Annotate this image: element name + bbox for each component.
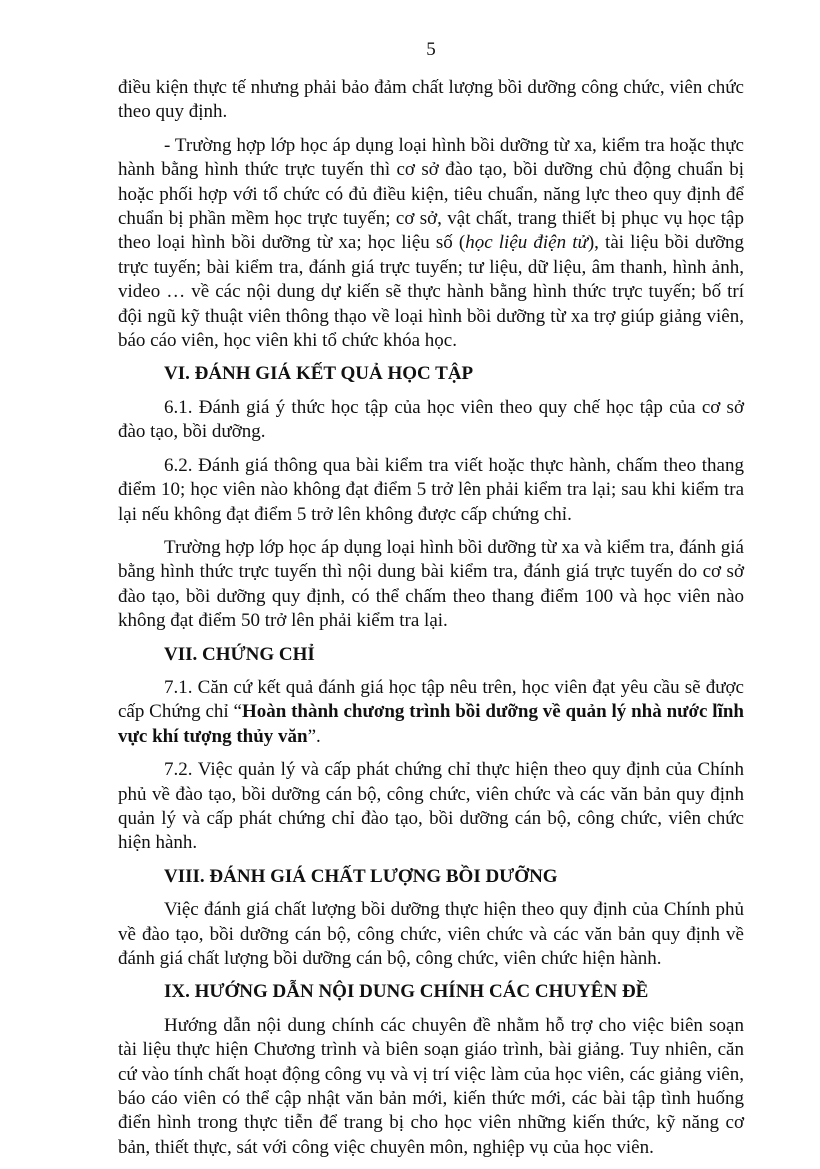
paragraph-online-training	[118, 134, 744, 354]
page-number: 5	[426, 39, 436, 60]
paragraph-8: Việc đánh giá chất lượng bồi dưỡng thực hiện theo quy định của Chính phủ về đào tạo, bồi dưỡng cán bộ, công chức, viên chức và các văn bản quy định về đánh giá chất lượng bồi dưỡng cán bộ, công chức, viên chức hiện hành.	[118, 899, 744, 969]
paragraph-6-online: Trường hợp lớp học áp dụng loại hình bồi dưỡng từ xa và kiểm tra, đánh giá bằng hình thức trực tuyến thì nội dung bài kiểm tra, đánh giá trực tuyến do cơ sở đào tạo, bồi dưỡng quy định, có thể chấm theo thang điểm 100 và học viên nào không đạt điểm 50 trở lên phải kiểm tra lại.	[118, 536, 744, 632]
certificate-title: Hoàn thành chương trình bồi dưỡng về quản lý nhà nước lĩnh vực khí tượng thủy văn	[118, 701, 744, 747]
text-run: - Trường hợp lớp học áp dụng loại hình bồi dưỡng từ xa, kiểm tra hoặc thực hành bằng hình thức trực tuyến thì cơ sở đào tạo, bồi dưỡng chủ động chuẩn bị hoặc phối hợp với tổ chức có đủ điều kiện, tiêu chuẩn, năng lực theo quy định để chuẩn bị phần mềm học trực tuyến; cơ sở, vật chất, trang thiết bị phục vụ học tập theo loại hình bồi dưỡng từ xa; học liệu số (	[118, 134, 744, 254]
paragraph-7-1	[118, 676, 744, 749]
section-heading-viii: VIII. ĐÁNH GIÁ CHẤT LƯỢNG BỒI DƯỠNG	[164, 865, 558, 887]
section-heading-ix: IX. HƯỚNG DẪN NỘI DUNG CHÍNH CÁC CHUYÊN ĐỀ	[164, 981, 649, 1003]
document-page	[118, 38, 744, 1169]
paragraph-7-2: 7.2. Việc quản lý và cấp phát chứng chỉ thực hiện theo quy định của Chính phủ về đào tạo, bồi dưỡng cán bộ, công chức, viên chức và các văn bản quy định quản lý và cấp phát chứng chỉ đào tạo, bồi dưỡng cán bộ, công chức, viên chức hiện hành.	[118, 759, 744, 854]
paragraph-9: Hướng dẫn nội dung chính các chuyên đề nhằm hỗ trợ cho việc biên soạn tài liệu thực hiện Chương trình và biên soạn giáo trình, bài giảng. Tuy nhiên, căn cứ vào tính chất hoạt động công vụ và vị trí việc làm của học viên, các giảng viên, báo cáo viên có thể cập nhật văn bản mới, kiến thức mới, các bài tập tình huống điển hình trong thực tiễn để trang bị cho học viên những kiến thức, kỹ năng cơ bản, thiết thực, sát với công việc chuyên môn, nghiệp vụ của học viên.	[118, 1014, 744, 1158]
paragraph-6-2: 6.2. Đánh giá thông qua bài kiểm tra viết hoặc thực hành, chấm theo thang điểm 10; học viên nào không đạt điểm 5 trở lên phải kiểm tra lại; sau khi kiểm tra lại nếu không đạt điểm 5 trở lên không được cấp chứng chỉ.	[118, 454, 744, 525]
paragraph-6-1: 6.1. Đánh giá ý thức học tập của học viên theo quy chế học tập của cơ sở đào tạo, bồi dưỡng.	[118, 396, 744, 443]
text-run: 7.1. Căn cứ kết quả đánh giá học tập nêu trên, học viên đạt yêu cầu sẽ được cấp Chứng chỉ “	[118, 676, 744, 723]
text-run: ), tài liệu bồi dưỡng trực tuyến; bài kiểm tra, đánh giá trực tuyến; tư liệu, dữ liệu, âm thanh, hình ảnh, video … về các nội dung dự kiến sẽ thực hành bằng hình thức trực tuyến; bố trí đội ngũ kỹ thuật viên thông thạo về loại hình bồi dưỡng từ xa trợ giúp giảng viên, báo cáo viên, học viên khi tổ chức khóa học.	[118, 232, 745, 352]
italic-text: học liệu điện tử	[465, 232, 588, 254]
section-heading-vii: VII. CHỨNG CHỈ	[164, 643, 315, 665]
text-run: ”.	[307, 725, 321, 747]
section-heading-vi: VI. ĐÁNH GIÁ KẾT QUẢ HỌC TẬP	[164, 363, 474, 385]
paragraph-continuation: điều kiện thực tế nhưng phải bảo đảm chất lượng bồi dưỡng công chức, viên chức theo quy định.	[118, 77, 744, 123]
